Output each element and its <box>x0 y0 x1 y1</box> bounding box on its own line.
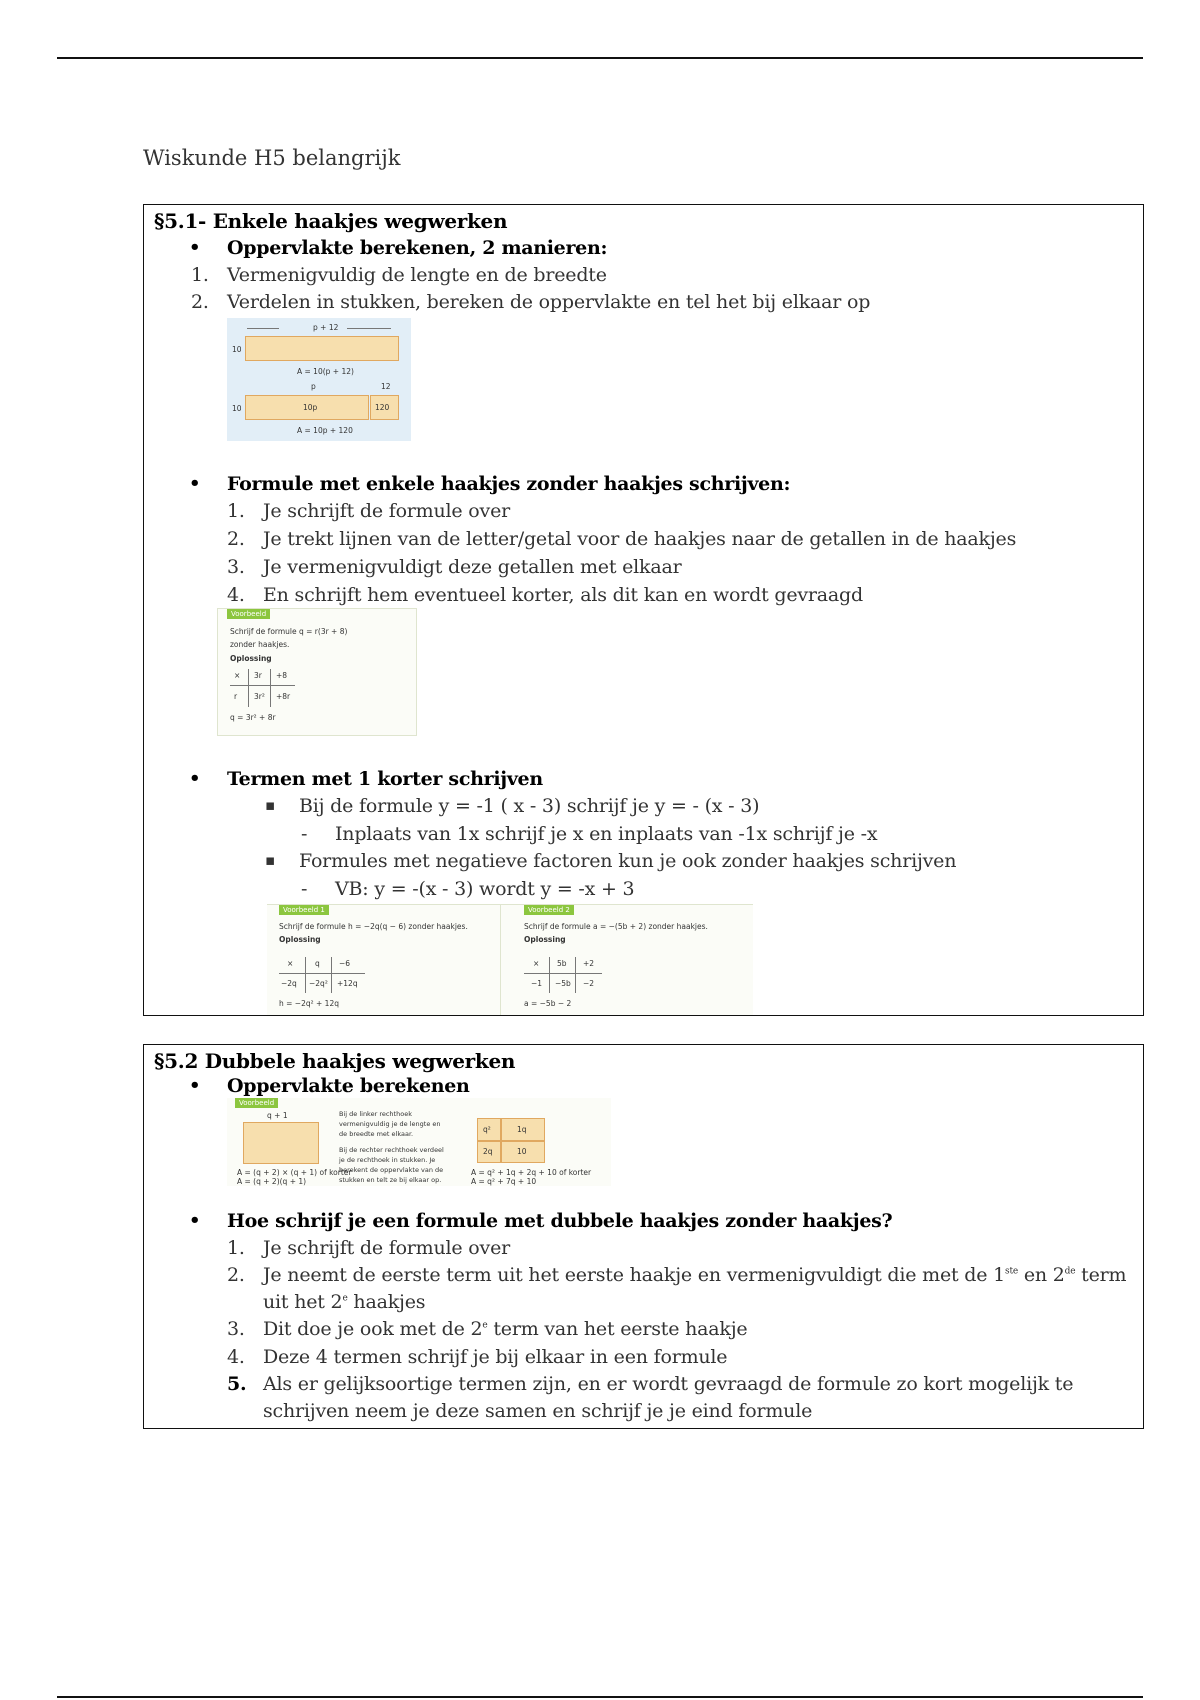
table-cell: +8 <box>276 671 288 680</box>
figure-text: je de rechthoek in stukken. Je <box>339 1156 436 1164</box>
section-heading: §5.2 Dubbele haakjes wegwerken <box>154 1049 516 1073</box>
header-rule <box>57 57 1143 59</box>
list-item: 2. Verdelen in stukken, bereken de oppervlakte en tel het bij elkaar op <box>191 291 871 313</box>
grid-value: 10 <box>517 1147 527 1156</box>
table-line <box>524 973 602 974</box>
list-item: 2. Je neemt de eerste term uit het eerste haakje en vermenigvuldigt die met de 1ste en 2de term <box>227 1264 1127 1286</box>
example-solution-label: Oplossing <box>279 935 321 944</box>
figure-text: berekent de oppervlakte van de <box>339 1166 444 1174</box>
table-cell: −1 <box>531 979 543 988</box>
figure-label: 10 <box>232 345 242 354</box>
list-item: 1. Je schrijft de formule over <box>227 1237 510 1259</box>
dimension-line <box>347 328 391 329</box>
dash-item: - Inplaats van 1x schrijf je x en inplaats van -1x schrijf je -x <box>335 823 877 845</box>
figure-formula: A = (q + 2) × (q + 1) of korter <box>237 1168 352 1177</box>
table-line <box>549 957 550 993</box>
table-line <box>230 685 295 686</box>
example-solution-label: Oplossing <box>230 654 272 663</box>
figure-formula: A = 10p + 120 <box>297 426 353 435</box>
example-solution-label: Oplossing <box>524 935 566 944</box>
example-tag: Voorbeeld <box>227 609 270 619</box>
figure-label: q + 1 <box>267 1111 288 1120</box>
rectangle-shape <box>245 336 399 361</box>
table-cell: −2q² <box>309 979 328 988</box>
list-item: 4. En schrijft hem eventueel korter, als dit kan en wordt gevraagd <box>227 584 863 606</box>
bullet-heading-formula: • Hoe schrijf je een formule met dubbele haakjes zonder haakjes? <box>227 1210 892 1232</box>
dash-item: - VB: y = -(x - 3) wordt y = -x + 3 <box>335 878 634 900</box>
dimension-line <box>247 328 279 329</box>
figure-text: stukken en telt ze bij elkaar op. <box>339 1176 442 1184</box>
figure-text: vermenigvuldig je de lengte en <box>339 1120 441 1128</box>
table-cell: q <box>315 959 320 968</box>
grid-value: 2q <box>483 1147 493 1156</box>
figure-formula: A = q² + 1q + 2q + 10 of korter <box>471 1168 592 1177</box>
figure-text: de breedte met elkaar. <box>339 1130 414 1138</box>
section-5-2-box <box>143 1044 1144 1429</box>
bullet-heading-terms: • Termen met 1 korter schrijven <box>227 768 543 790</box>
list-item: 3. Dit doe je ook met de 2e term van het eerste haakje <box>227 1318 748 1340</box>
negative-factor-examples <box>267 904 753 1015</box>
list-item: 1. Vermenigvuldig de lengte en de breedte <box>191 264 607 286</box>
page-title: Wiskunde H5 belangrijk <box>143 146 401 170</box>
bullet-heading-area: • Oppervlakte berekenen <box>227 1075 470 1097</box>
table-cell: −6 <box>339 959 351 968</box>
divider <box>500 905 501 1015</box>
bullet-heading-formula: • Formule met enkele haakjes zonder haakjes schrijven: <box>227 473 790 495</box>
table-cell: −5b <box>555 979 571 988</box>
table-line <box>248 669 249 707</box>
figure-formula: A = q² + 7q + 10 <box>471 1177 537 1186</box>
list-item: 1. Je schrijft de formule over <box>227 500 510 522</box>
figure-label: p <box>311 382 316 391</box>
table-cell: 3r <box>254 671 262 680</box>
figure-text: Bij de rechter rechthoek verdeel <box>339 1146 444 1154</box>
grid-value: 1q <box>517 1125 527 1134</box>
table-cell: +12q <box>337 979 358 988</box>
table-cell: × <box>533 959 540 968</box>
sub-bullet: ▪ Bij de formule y = -1 ( x - 3) schrijf je y = - (x - 3) <box>299 795 759 817</box>
table-cell: −2 <box>583 979 595 988</box>
section-5-1-box <box>143 204 1144 1016</box>
table-cell: 3r² <box>254 692 265 701</box>
table-cell: −2q <box>281 979 297 988</box>
figure-label: 12 <box>381 382 391 391</box>
list-item-continuation: uit het 2e haakjes <box>263 1291 426 1313</box>
figure-cell: 120 <box>375 403 390 412</box>
table-line <box>331 957 332 993</box>
bullet-heading-area: • Oppervlakte berekenen, 2 manieren: <box>227 237 607 259</box>
list-item: 2. Je trekt lijnen van de letter/getal voor de haakjes naar de getallen in de haakjes <box>227 528 1017 550</box>
table-cell: × <box>287 959 294 968</box>
table-line <box>270 669 271 707</box>
area-figure <box>227 318 411 441</box>
list-item: 3. Je vermenigvuldigt deze getallen met elkaar <box>227 556 682 578</box>
figure-cell: 10p <box>303 403 318 412</box>
figure-formula: A = 10(p + 12) <box>297 367 354 376</box>
list-item: 4. Deze 4 termen schrijf je bij elkaar in een formule <box>227 1346 728 1368</box>
table-line <box>279 973 365 974</box>
figure-text: Bij de linker rechthoek <box>339 1110 412 1118</box>
example-tag: Voorbeeld <box>235 1098 278 1108</box>
table-line <box>305 957 306 993</box>
example-tag: Voorbeeld 1 <box>279 905 329 915</box>
example-text: Schrijf de formule q = r(3r + 8) <box>230 627 348 636</box>
example-tag: Voorbeeld 2 <box>524 905 574 915</box>
table-cell: +2 <box>583 959 595 968</box>
footer-rule <box>57 1696 1143 1698</box>
double-area-figure <box>227 1098 611 1186</box>
table-cell: × <box>234 671 241 680</box>
section-heading: §5.1- Enkele haakjes wegwerken <box>154 209 508 233</box>
example-result: h = −2q² + 12q <box>279 999 339 1008</box>
list-item-continuation: schrijven neem je deze samen en schrijf je je eind formule <box>263 1400 813 1422</box>
example-text: Schrijf de formule h = −2q(q − 6) zonder haakjes. <box>279 922 468 931</box>
example-figure <box>217 608 417 736</box>
example-result: q = 3r² + 8r <box>230 713 276 722</box>
sub-bullet: ▪ Formules met negatieve factoren kun je ook zonder haakjes schrijven <box>299 850 956 872</box>
list-item: 5. Als er gelijksoortige termen zijn, en er wordt gevraagd de formule zo kort mogelijk te <box>227 1373 1074 1395</box>
table-cell: 5b <box>557 959 567 968</box>
table-cell: +8r <box>276 692 291 701</box>
example-text: zonder haakjes. <box>230 640 290 649</box>
figure-label: 10 <box>232 404 242 413</box>
example-text: Schrijf de formule a = −(5b + 2) zonder haakjes. <box>524 922 708 931</box>
table-cell: r <box>234 692 238 701</box>
figure-label: p + 12 <box>313 323 339 332</box>
grid-value: q² <box>483 1125 491 1134</box>
figure-formula: A = (q + 2)(q + 1) <box>237 1177 307 1186</box>
example-result: a = −5b − 2 <box>524 999 572 1008</box>
rectangle-shape <box>243 1122 319 1164</box>
table-line <box>575 957 576 993</box>
